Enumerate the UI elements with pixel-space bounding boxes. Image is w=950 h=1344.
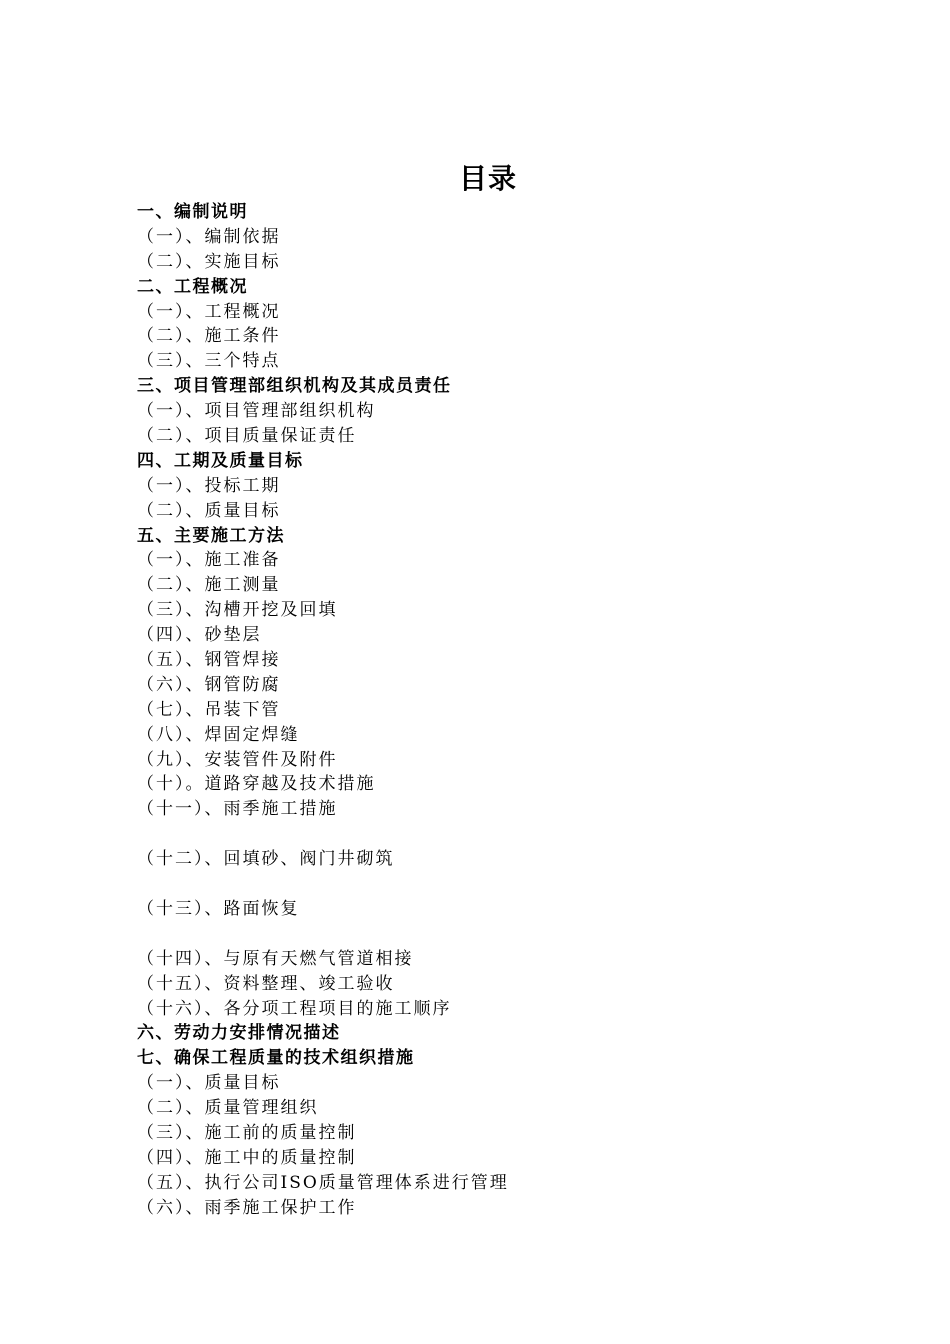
toc-subsection-item: （一）、工程概况 xyxy=(137,301,281,322)
toc-subsection-item: （二）、施工条件 xyxy=(137,326,281,347)
toc-subsection-item: （一）、施工准备 xyxy=(137,550,281,571)
toc-subsection-item: （五）、执行公司ISO质量管理体系进行管理 xyxy=(137,1172,509,1193)
toc-subsection-item: （九）、安装管件及附件 xyxy=(137,749,338,770)
toc-subsection-item: （六）、雨季施工保护工作 xyxy=(137,1197,357,1218)
toc-subsection-item: （一）、编制依据 xyxy=(137,226,281,247)
toc-subsection-item: （十六）、各分项工程项目的施工顺序 xyxy=(137,998,452,1019)
toc-section-heading: 六、劳动力安排情况描述 xyxy=(137,1023,341,1044)
toc-subsection-item: （三）、沟槽开挖及回填 xyxy=(137,600,338,621)
toc-section-heading: 七、确保工程质量的技术组织措施 xyxy=(137,1048,415,1069)
toc-section-heading: 四、工期及质量目标 xyxy=(137,450,304,471)
toc-subsection-item: （三）、三个特点 xyxy=(137,351,281,372)
toc-subsection-item: （四）、施工中的质量控制 xyxy=(137,1147,357,1168)
toc-section-heading: 二、工程概况 xyxy=(137,276,248,297)
toc-subsection-item: （三）、施工前的质量控制 xyxy=(137,1122,357,1143)
toc-subsection-item: （二）、施工测量 xyxy=(137,575,281,596)
toc-subsection-item: （二）、实施目标 xyxy=(137,251,281,272)
toc-subsection-item: （一）、投标工期 xyxy=(137,475,281,496)
toc-subsection-item: （十五）、资料整理、竣工验收 xyxy=(137,973,395,994)
toc-subsection-item: （八）、焊固定焊缝 xyxy=(137,724,300,745)
toc-subsection-item: （七）、吊装下管 xyxy=(137,699,281,720)
toc-subsection-item: （十四）、与原有天燃气管道相接 xyxy=(137,948,414,969)
toc-subsection-item: （十）。道路穿越及技术措施 xyxy=(137,774,376,795)
toc-subsection-item: （四）、砂垫层 xyxy=(137,625,262,646)
toc-subsection-item: （一）、项目管理部组织机构 xyxy=(137,401,376,422)
toc-subsection-item: （十二）、回填砂、阀门井砌筑 xyxy=(137,849,395,870)
toc-subsection-item: （五）、钢管焊接 xyxy=(137,650,281,671)
page-title: 目录 xyxy=(458,162,517,195)
toc-section-heading: 三、项目管理部组织机构及其成员责任 xyxy=(137,376,452,397)
toc-section-heading: 五、主要施工方法 xyxy=(137,525,285,546)
table-of-contents xyxy=(137,200,897,1221)
toc-section-heading: 一、编制说明 xyxy=(137,202,248,222)
toc-subsection-item: （二）、质量管理组织 xyxy=(137,1098,319,1119)
toc-subsection-item: （二）、质量目标 xyxy=(137,500,281,521)
toc-subsection-item: （一）、质量目标 xyxy=(137,1073,281,1094)
toc-subsection-item: （六）、钢管防腐 xyxy=(137,674,281,695)
toc-subsection-item: （十一）、雨季施工措施 xyxy=(137,799,338,820)
toc-subsection-item: （二）、项目质量保证责任 xyxy=(137,426,357,447)
toc-subsection-item: （十三）、路面恢复 xyxy=(137,898,300,919)
